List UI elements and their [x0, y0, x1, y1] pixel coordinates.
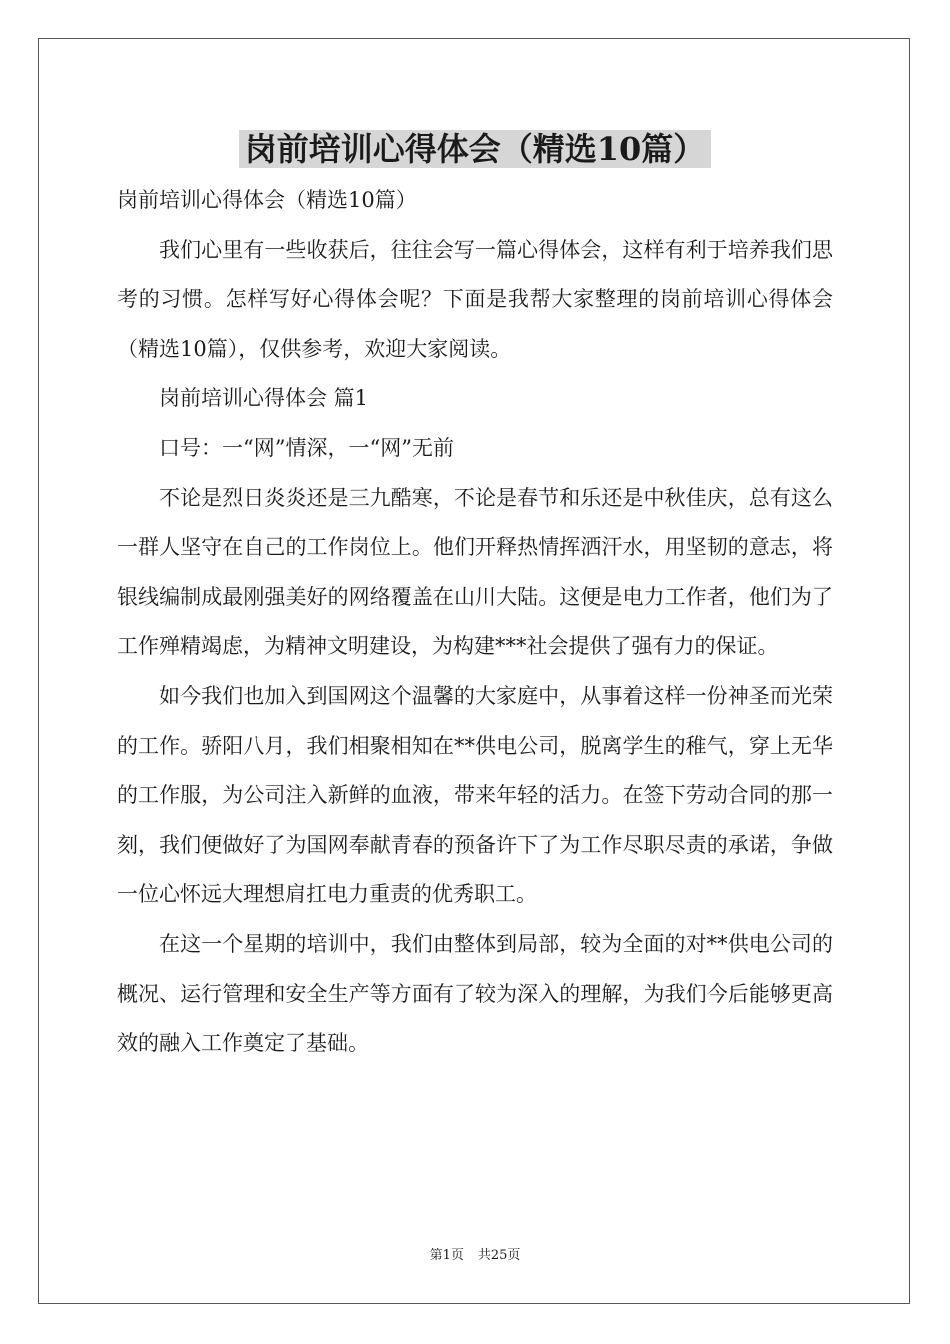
page-number: 第1页	[429, 1248, 464, 1263]
paragraph-body-1: 不论是烈日炎炎还是三九酷寒，不论是春节和乐还是中秋佳庆，总有这么一群人坚守在自己的工作岗位上。他们开释热情挥洒汗水，用坚韧的意志，将银线编制成最刚强美好的网络覆盖在山川大陆。这便是电力工作者，他们为了工作殚精竭虑，为精神文明建设，为构建***社会提供了强有力的保证。	[117, 485, 833, 659]
paragraph-body-3: 在这一个星期的培训中，我们由整体到局部，较为全面的对**供电公司的概况、运行管理和安全生产等方面有了较为深入的理解，为我们今后能够更高效的融入工作奠定了基础。	[117, 931, 833, 1056]
paragraph-intro: 我们心里有一些收获后，往往会写一篇心得体会，这样有利于培养我们思考的习惯。怎样写好心得体会呢？下面是我帮大家整理的岗前培训心得体会（精选10篇），仅供参考，欢迎大家阅读。	[117, 237, 833, 361]
slogan-line: 口号：一“网”情深，一“网”无前	[159, 435, 454, 460]
document-title	[0, 126, 950, 172]
document-subtitle: 岗前培训心得体会（精选10篇）	[117, 188, 417, 212]
section-heading: 岗前培训心得体会 篇1	[159, 386, 369, 411]
paragraph-body-2: 如今我们也加入到国网这个温馨的大家庭中，从事着这样一份神圣而光荣的工作。骄阳八月，我们相聚相知在**供电公司，脱离学生的稚气，穿上无华的工作服，为公司注入新鲜的血液，带来年轻的活力。在签下劳动合同的那一刻，我们便做好了为国网奉献青春的预备许下了为工作尽职尽责的承诺，争做一位心怀远大理想肩扛电力重责的优秀职工。	[117, 683, 833, 907]
document-body	[117, 176, 833, 1069]
page-footer	[0, 1246, 950, 1266]
page-total: 共25页	[477, 1248, 521, 1263]
document-title-text: 岗前培训心得体会（精选10篇）	[239, 130, 712, 168]
